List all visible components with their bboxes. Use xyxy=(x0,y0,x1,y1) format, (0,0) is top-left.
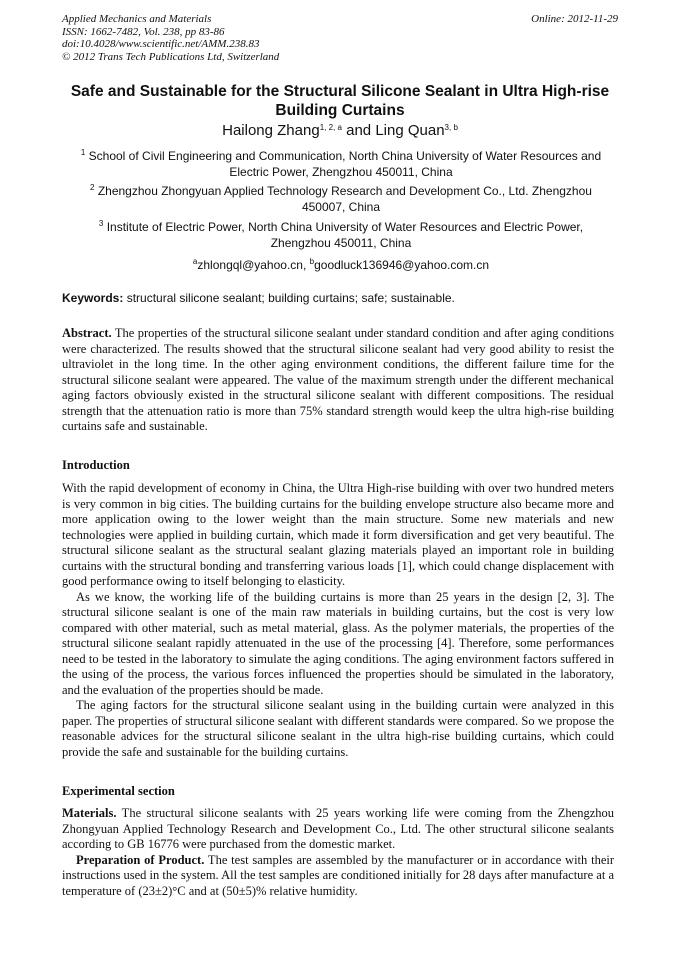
preparation-text: The test samples are assembled by the manufacturer or in accordance with their instructions used in the system. All the test samples are conditioned initially for 28 days after manufacture at a temperature of (23±2)°C and at (50±5)% relative humidity. xyxy=(62,852,615,898)
keywords-text: structural silicone sealant; building curtains; safe; sustainable. xyxy=(123,291,455,305)
affiliation-line: Electric Power, Zhengzhou 450011, China xyxy=(229,165,453,179)
journal-meta xyxy=(62,13,618,63)
author-name: Ling Quan xyxy=(375,122,445,139)
affiliation-sup: 1 xyxy=(80,148,86,157)
paper-title xyxy=(40,82,640,120)
author-sup: 1, 2, a xyxy=(319,123,342,132)
author-emails xyxy=(58,257,624,273)
affiliation-line: Zhengzhou 450011, China xyxy=(270,236,412,250)
affiliation-line: 450007, China xyxy=(301,200,381,214)
abstract xyxy=(62,326,614,435)
paragraph: The aging factors for the structural silicone sealant using in the building curtain were analyzed in this paper. The properties of structural silicone sealant with different standards were compared. So we propose the reasonable advices for the structural silicone sealant in the ultra high-rise building curtains, which could provide the safe and sustainable for the building curtains. xyxy=(62,698,614,759)
email-link[interactable]: goodluck136946@yahoo.com.cn xyxy=(314,258,490,272)
affiliation-line: Zhengzhou Zhongyuan Applied Technology Research and Development Co., Ltd. Zhengzhou xyxy=(97,184,592,198)
online-date: Online: 2012-11-29 xyxy=(531,13,618,25)
abstract-text: The properties of the structural silicone sealant under standard condition and after aging conditions were characterized. The results showed that the structural silicone sealant had very good ability to resist the ultraviolet in the long time. In the other aging environment conditions, the different failure time for the structural silicone sealant were appeared. The value of the maximum strength under the different mechanical aging factors obviously existed in the structural silicone sealant with different compositions. The residual strength that the attenuation ratio is more than 75% standard strength would keep the ultra high-rise building curtains safe and sustainable. xyxy=(62,326,614,433)
affiliation-sup: 2 xyxy=(90,183,95,192)
paragraph: With the rapid development of economy in China, the Ultra High-rise building with over two hundred meters is very common in big cities. The building curtains for the building envelope structure also became more and more application owing to the lower weight than the main structure. Some new materials and new technologies were applied in building curtain, which made it form diversification and get very beautiful. The structural silicone sealant as the structural sealant glazing materials played an important role in building curtains with the structural bonding and transferring various loads [1], which could change displacement with good performance owing to itself belonging to elasticity. xyxy=(62,481,614,588)
author-sup: 3, b xyxy=(444,123,458,132)
email-sup: b xyxy=(309,257,315,266)
section-heading: Experimental section xyxy=(62,784,175,798)
affiliation-sup: 3 xyxy=(98,219,104,228)
author-list xyxy=(40,122,640,140)
section-heading: Introduction xyxy=(62,458,130,472)
materials-text: The structural silicone sealants with 25 years working life were coming from the Zhengzhou Zhongyuan Applied Technology Research and Development Co., Ltd. The other structural silicone sealants according to GB 16776 were purchased from the domestic market. xyxy=(62,806,614,851)
issn: ISSN: 1662-7482, Vol. 238, pp 83-86 xyxy=(62,25,225,38)
doi: doi:10.4028/www.scientific.net/AMM.238.83 xyxy=(62,38,260,50)
title-line: Safe and Sustainable for the Structural Silicone Sealant in Ultra High-rise xyxy=(70,83,610,100)
affiliation-line: School of Civil Engineering and Communication, North China University of Water Resources and xyxy=(88,149,602,163)
keywords xyxy=(62,291,618,306)
journal-name: Applied Mechanics and Materials xyxy=(62,13,212,25)
introduction-body xyxy=(62,481,614,760)
copyright: © 2012 Trans Tech Publications Ltd, Switzerland xyxy=(62,50,280,63)
affiliation xyxy=(58,148,624,180)
title-line: Building Curtains xyxy=(275,102,405,119)
email-sup: a xyxy=(192,257,198,266)
author-conjunction: and xyxy=(341,122,376,139)
affiliation-line: Institute of Electric Power, North China University of Water Resources and Electric Power, xyxy=(106,220,584,234)
author-name: Hailong Zhang xyxy=(222,122,320,139)
preparation-label: Preparation of Product. xyxy=(76,852,205,867)
affiliation xyxy=(58,219,624,251)
materials-label: Materials. xyxy=(62,806,117,820)
experimental-body xyxy=(62,806,614,899)
keywords-label: Keywords: xyxy=(62,291,124,305)
email-link[interactable]: zhlongql@yahoo.cn, xyxy=(197,258,310,272)
paragraph: As we know, the working life of the building curtains is more than 25 years in the design [2, 3]. The structural silicone sealant is one of the main raw materials in building curtains, but the cost is very low compared with other material, such as metal material, glass. As the polymer materials, the properties of the structural silicone sealant rapidly attenuated in the use of the processing [4]. Therefore, some performances need to be tested in the laboratory to simulate the aging conditions. The aging environment factors suffered in the using of the process, the various forces influenced the properties should be simulated in the laboratory, and the evaluation of the properties should be made. xyxy=(62,589,614,697)
affiliation xyxy=(58,183,624,215)
abstract-label: Abstract. xyxy=(62,326,112,340)
